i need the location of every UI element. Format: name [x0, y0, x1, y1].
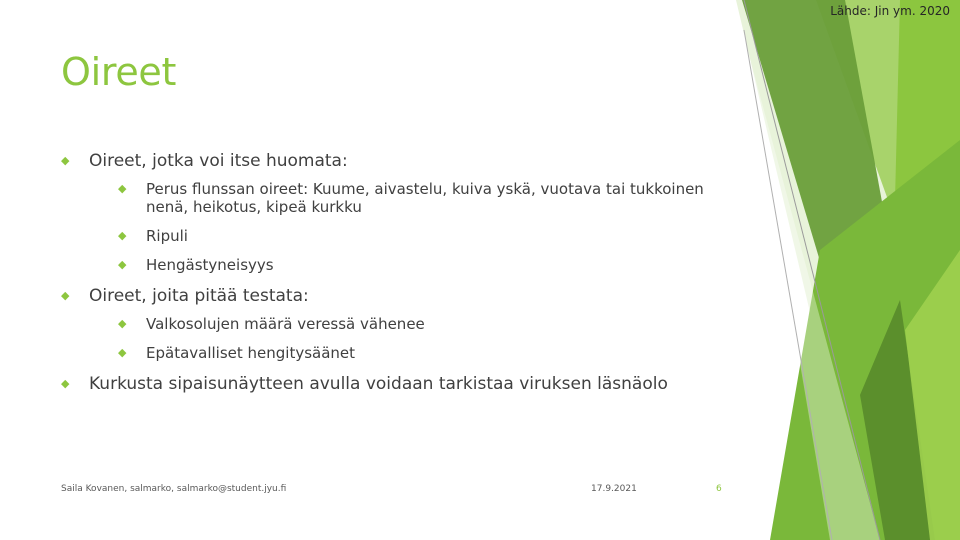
- sub-bullet-text: Hengästyneisyys: [146, 256, 274, 274]
- sub-bullet-list: [89, 315, 741, 362]
- sub-bullet-text: Perus flunssan oireet: Kuume, aivastelu, kuiva yskä, vuotava tai tukkoinen nenä, heikotus, kipeä kurkku: [146, 180, 704, 216]
- bullet-text: Oireet, joita pitää testata:: [89, 286, 309, 306]
- diamond-bullet-icon: ◆: [61, 289, 70, 302]
- bullet-item: [61, 150, 741, 274]
- bullet-list: [61, 150, 741, 406]
- sub-bullet-item: [89, 256, 741, 274]
- diamond-bullet-icon: ◆: [118, 317, 127, 330]
- bullet-item: [61, 373, 741, 395]
- bullet-text: Oireet, jotka voi itse huomata:: [89, 151, 348, 171]
- diamond-bullet-icon: ◆: [118, 229, 127, 242]
- sub-bullet-text: Ripuli: [146, 227, 188, 245]
- diamond-bullet-icon: ◆: [118, 182, 127, 195]
- diamond-bullet-icon: ◆: [118, 346, 127, 359]
- sub-bullet-list: [89, 180, 741, 274]
- diamond-bullet-icon: ◆: [61, 377, 70, 390]
- sub-bullet-item: [89, 180, 741, 216]
- diamond-bullet-icon: ◆: [118, 258, 127, 271]
- sub-bullet-text: Epätavalliset hengitysäänet: [146, 344, 356, 362]
- sub-bullet-item: [89, 227, 741, 245]
- sub-bullet-text: Valkosolujen määrä veressä vähenee: [146, 315, 425, 333]
- diamond-bullet-icon: ◆: [61, 154, 70, 167]
- slide-title: Oireet: [61, 50, 177, 94]
- source-citation: Lähde: Jin ym. 2020: [830, 4, 950, 18]
- bullet-text: Kurkusta sipaisunäytteen avulla voidaan tarkistaa viruksen läsnäolo: [89, 374, 668, 394]
- sub-bullet-item: [89, 344, 741, 362]
- bullet-item: [61, 285, 741, 362]
- sub-bullet-item: [89, 315, 741, 333]
- footer-date: 17.9.2021: [591, 484, 637, 494]
- footer-author: Saila Kovanen, salmarko, salmarko@student.jyu.fi: [61, 484, 287, 494]
- slide-number: 6: [716, 484, 722, 494]
